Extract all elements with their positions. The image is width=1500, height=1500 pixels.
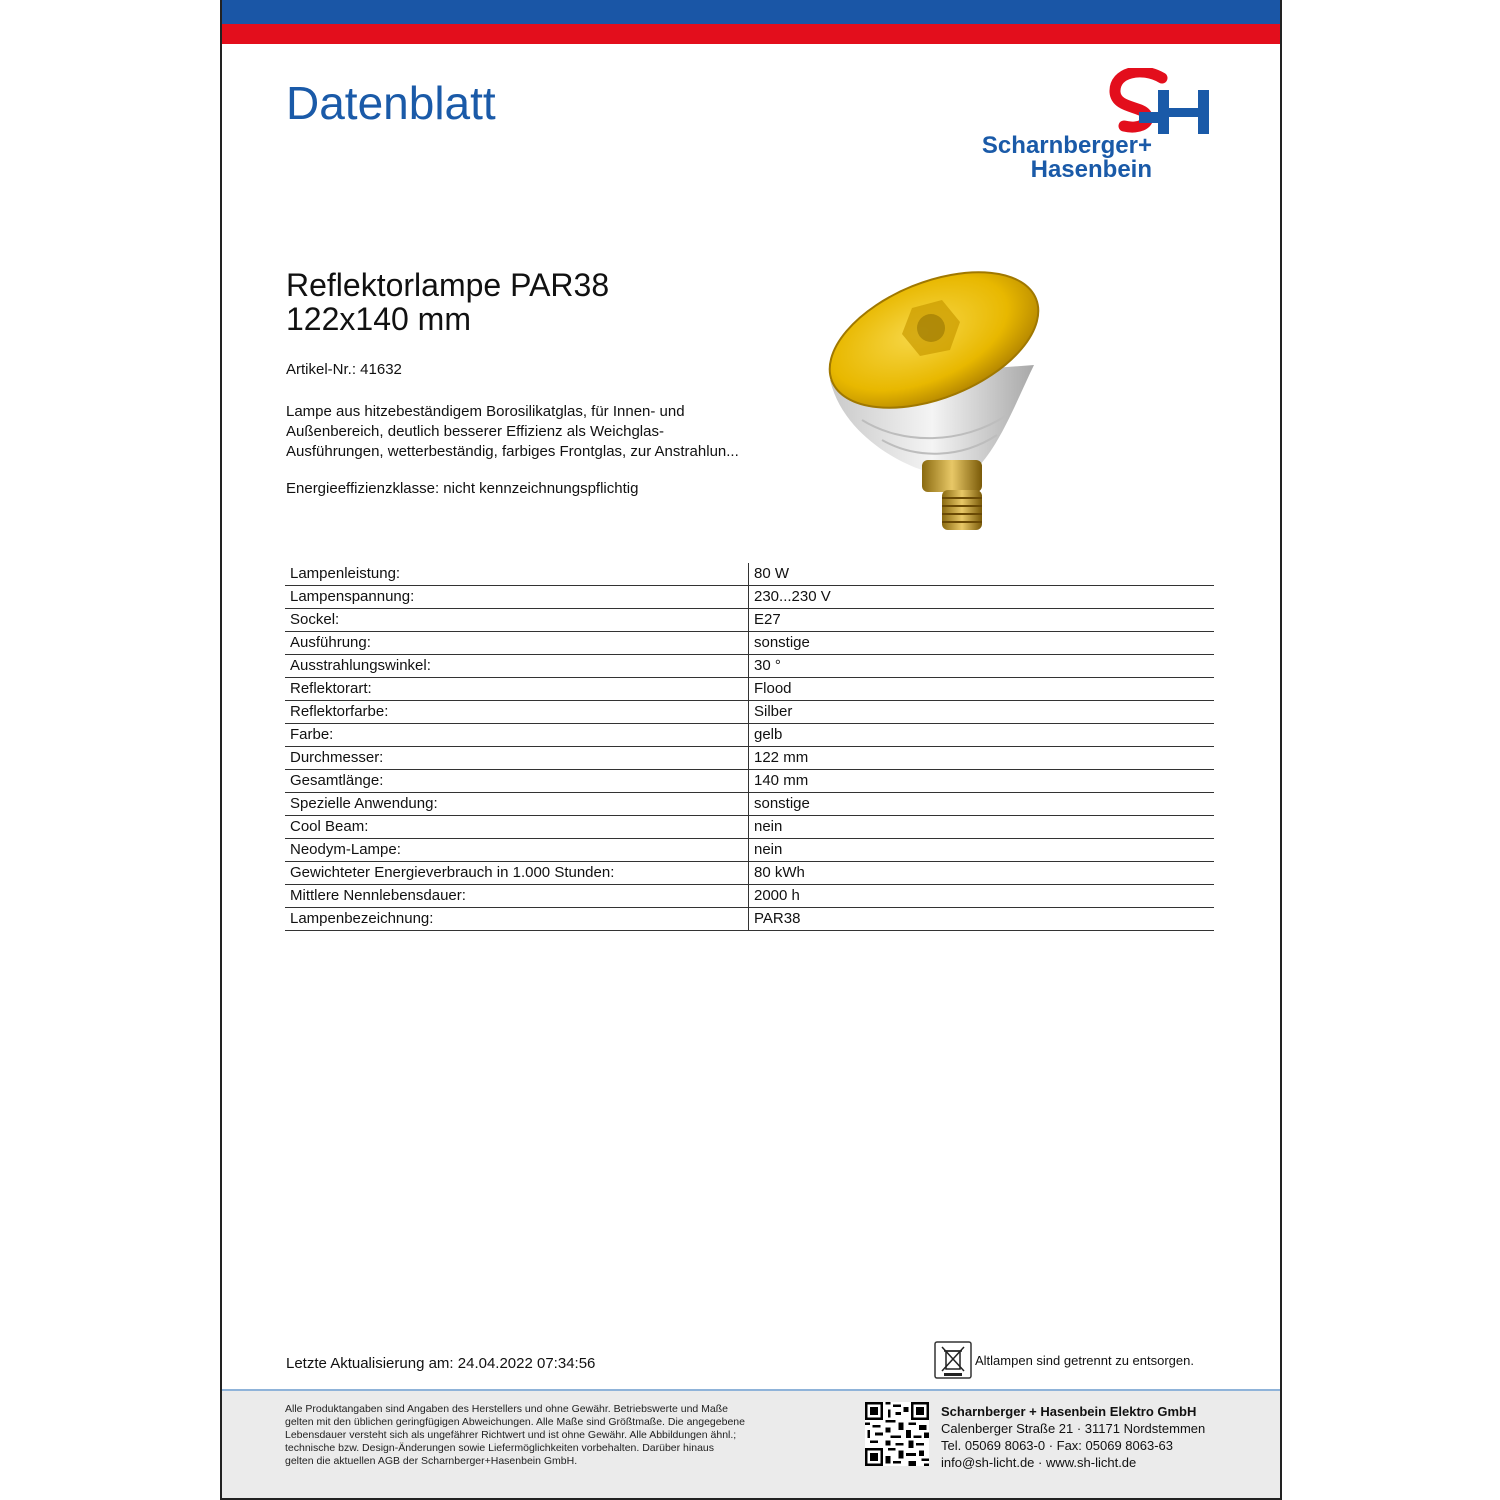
product-title <box>286 268 609 336</box>
spec-label: Cool Beam: <box>285 816 749 839</box>
page-title: Datenblatt <box>286 77 496 129</box>
table-row <box>285 816 1214 839</box>
spec-value: 30 ° <box>749 655 1215 678</box>
company-contact <box>941 1403 1205 1471</box>
table-row <box>285 839 1214 862</box>
last-updated: Letzte Aktualisierung am: 24.04.2022 07:34:56 <box>286 1355 596 1372</box>
spec-value: sonstige <box>749 793 1215 816</box>
company-logo <box>962 68 1232 184</box>
table-row <box>285 632 1214 655</box>
spec-value: Flood <box>749 678 1215 701</box>
sh-logo-icon <box>962 68 1232 138</box>
spec-value: Silber <box>749 701 1215 724</box>
table-row <box>285 586 1214 609</box>
header-band-red <box>222 24 1280 44</box>
spec-label: Reflektorfarbe: <box>285 701 749 724</box>
product-title-line2: 122x140 mm <box>286 301 471 337</box>
spec-value: nein <box>749 839 1215 862</box>
table-row <box>285 908 1214 931</box>
logo-line1: Scharnberger+ <box>981 132 1152 159</box>
company-phone: Tel. 05069 8063-0 · Fax: 05069 8063-63 <box>941 1438 1174 1453</box>
spec-label: Ausstrahlungswinkel: <box>285 655 749 678</box>
spec-label: Lampenspannung: <box>285 586 749 609</box>
spec-label: Ausführung: <box>285 632 749 655</box>
recycle-note: Altlampen sind getrennt zu entsorgen. <box>975 1353 1194 1368</box>
header-band-blue <box>222 0 1280 24</box>
disclaimer-line: gelten die aktuellen AGB der Scharnberger+Hasenbein GmbH. <box>285 1455 578 1467</box>
disclaimer-line: gelten mit den üblichen geringfügigen Abweichungen. Alle Maße sind Größtmaße. Die angegebene <box>285 1416 745 1428</box>
company-web: info@sh-licht.de · www.sh-licht.de <box>941 1455 1137 1470</box>
table-row <box>285 701 1214 724</box>
disclaimer-line: Alle Produktangaben sind Angaben des Herstellers und ohne Gewähr. Betriebswerte und Maße <box>285 1403 729 1415</box>
spec-label: Sockel: <box>285 609 749 632</box>
spec-value: 122 mm <box>749 747 1215 770</box>
article-number: Artikel-Nr.: 41632 <box>286 361 402 378</box>
table-row <box>285 885 1214 908</box>
disclaimer-line: Lebensdauer versteht sich als ungefährer Richtwert und ist ohne Gewähr. Alle Abbildungen ähnl.; <box>285 1429 737 1441</box>
description-line: Außenbereich, deutlich besserer Effizienz als Weichglas- <box>286 423 664 440</box>
spec-label: Lampenbezeichnung: <box>285 908 749 931</box>
product-description <box>286 402 786 462</box>
spec-value: 230...230 V <box>749 586 1215 609</box>
spec-label: Spezielle Anwendung: <box>285 793 749 816</box>
spec-label: Mittlere Nennlebensdauer: <box>285 885 749 908</box>
product-title-line1: Reflektorlampe PAR38 <box>286 267 610 303</box>
description-line: Ausführungen, wetterbeständig, farbiges Frontglas, zur Anstrahlun... <box>286 443 739 460</box>
table-row <box>285 609 1214 632</box>
table-row <box>285 678 1214 701</box>
spec-value: sonstige <box>749 632 1215 655</box>
specs-table <box>285 563 1214 931</box>
table-row <box>285 770 1214 793</box>
spec-label: Gewichteter Energieverbrauch in 1.000 Stunden: <box>285 862 749 885</box>
spec-value: 80 W <box>749 563 1215 586</box>
spec-value: gelb <box>749 724 1215 747</box>
spec-value: 80 kWh <box>749 862 1215 885</box>
weee-bin-icon <box>934 1341 972 1379</box>
spec-value: 140 mm <box>749 770 1215 793</box>
spec-label: Neodym-Lampe: <box>285 839 749 862</box>
spec-label: Reflektorart: <box>285 678 749 701</box>
spec-label: Gesamtlänge: <box>285 770 749 793</box>
table-row <box>285 862 1214 885</box>
description-line: Lampe aus hitzebeständigem Borosilikatglas, für Innen- und <box>286 403 685 420</box>
spec-label: Durchmesser: <box>285 747 749 770</box>
table-row <box>285 655 1214 678</box>
footer <box>222 1391 1280 1498</box>
table-row <box>285 747 1214 770</box>
table-row <box>285 563 1214 586</box>
spec-label: Farbe: <box>285 724 749 747</box>
lamp-image-icon <box>802 270 1042 535</box>
qr-code-icon <box>865 1402 929 1466</box>
footer-disclaimer <box>285 1403 845 1468</box>
spec-value: nein <box>749 816 1215 839</box>
energy-class: Energieeffizienzklasse: nicht kennzeichnungspflichtig <box>286 480 639 497</box>
spec-value: 2000 h <box>749 885 1215 908</box>
spec-value: E27 <box>749 609 1215 632</box>
disclaimer-line: technische bzw. Design-Änderungen sowie Liefermöglichkeiten vorbehalten. Darüber hinaus <box>285 1442 715 1454</box>
company-name: Scharnberger + Hasenbein Elektro GmbH <box>941 1404 1197 1419</box>
datasheet-page <box>220 0 1282 1500</box>
spec-value: PAR38 <box>749 908 1215 931</box>
table-row <box>285 724 1214 747</box>
logo-line2: Hasenbein <box>1030 156 1152 183</box>
company-address: Calenberger Straße 21 · 31171 Nordstemmen <box>941 1421 1206 1436</box>
table-row <box>285 793 1214 816</box>
spec-label: Lampenleistung: <box>285 563 749 586</box>
